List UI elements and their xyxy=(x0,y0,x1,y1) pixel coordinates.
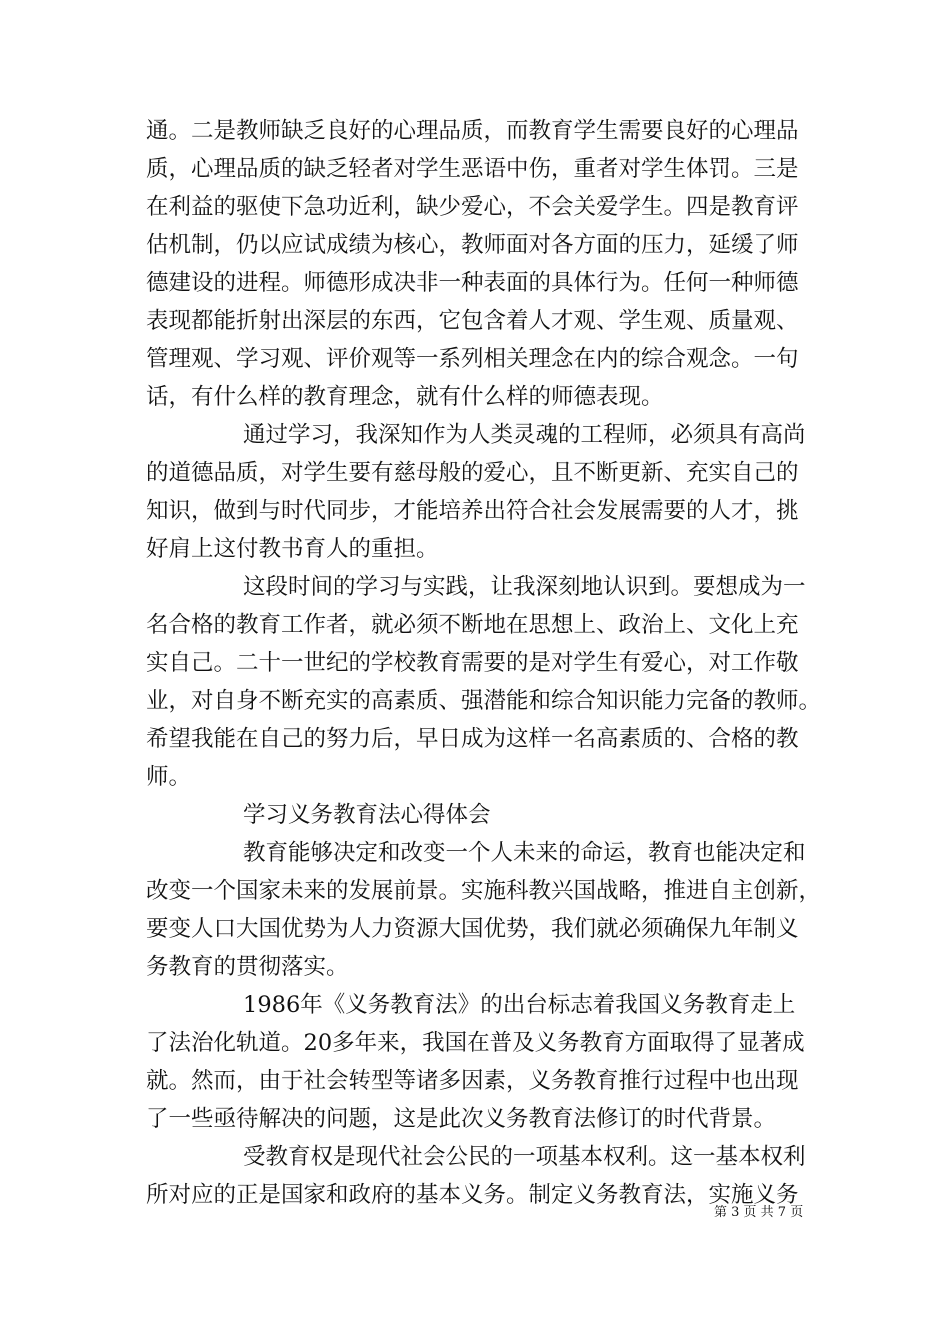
text-line: 所对应的正是国家和政府的基本义务。制定义务教育法，实施义务 xyxy=(146,1182,799,1208)
paragraph-start-line: 1986年《义务教育法》的出台标志着我国义务教育走上 xyxy=(243,992,796,1018)
text-line: 务教育的贯彻落实。 xyxy=(146,954,349,980)
text-line: 改变一个国家未来的发展前景。实施科教兴国战略，推进自主创新， xyxy=(146,878,822,904)
text-line: 就。然而，由于社会转型等诸多因素，义务教育推行过程中也出现 xyxy=(146,1068,799,1094)
text-line: 通。二是教师缺乏良好的心理品质，而教育学生需要良好的心理品 xyxy=(146,118,799,144)
text-line: 师。 xyxy=(146,764,192,790)
text-line: 在利益的驱使下急功近利，缺少爱心，不会关爱学生。四是教育评 xyxy=(146,194,799,220)
text-line: 表现都能折射出深层的东西，它包含着人才观、学生观、质量观、 xyxy=(146,308,799,334)
text-line: 话，有什么样的教育理念，就有什么样的师德表现。 xyxy=(146,384,664,410)
page-number-footer: 第 3 页 共 7 页 xyxy=(714,1205,804,1220)
text-line: 质，心理品质的缺乏轻者对学生恶语中伤，重者对学生体罚。三是 xyxy=(146,156,799,182)
paragraph-start-line: 通过学习，我深知作为人类灵魂的工程师，必须具有高尚 xyxy=(243,422,806,448)
text-line: 了一些亟待解决的问题，这是此次义务教育法修订的时代背景。 xyxy=(146,1106,777,1132)
text-line: 估机制，仍以应试成绩为核心，教师面对各方面的压力，延缓了师 xyxy=(146,232,799,258)
text-line: 名合格的教育工作者，就必须不断地在思想上、政治上、文化上充 xyxy=(146,612,799,638)
text-line: 实自己。二十一世纪的学校教育需要的是对学生有爱心，对工作敬 xyxy=(146,650,799,676)
text-line: 的道德品质，对学生要有慈母般的爱心，且不断更新、充实自己的 xyxy=(146,460,799,486)
text-line: 知识，做到与时代同步，才能培养出符合社会发展需要的人才，挑 xyxy=(146,498,799,524)
text-line: 德建设的进程。师德形成决非一种表面的具体行为。任何一种师德 xyxy=(146,270,799,296)
text-line: 管理观、学习观、评价观等一系列相关理念在内的综合观念。一句 xyxy=(146,346,799,372)
paragraph-start-line: 教育能够决定和改变一个人未来的命运，教育也能决定和 xyxy=(243,840,806,866)
text-line: 要变人口大国优势为人力资源大国优势，我们就必须确保九年制义 xyxy=(146,916,799,942)
paragraph-start-line: 受教育权是现代社会公民的一项基本权利。这一基本权利 xyxy=(243,1144,806,1170)
text-line: 业，对自身不断充实的高素质、强潜能和综合知识能力完备的教师。 xyxy=(146,688,822,714)
text-line: 了法治化轨道。20多年来，我国在普及义务教育方面取得了显著成 xyxy=(146,1030,805,1056)
text-line: 好肩上这付教书育人的重担。 xyxy=(146,536,439,562)
section-heading: 学习义务教育法心得体会 xyxy=(243,802,491,828)
paragraph-start-line: 这段时间的学习与实践，让我深刻地认识到。要想成为一 xyxy=(243,574,806,600)
text-line: 希望我能在自己的努力后，早日成为这样一名高素质的、合格的教 xyxy=(146,726,799,752)
